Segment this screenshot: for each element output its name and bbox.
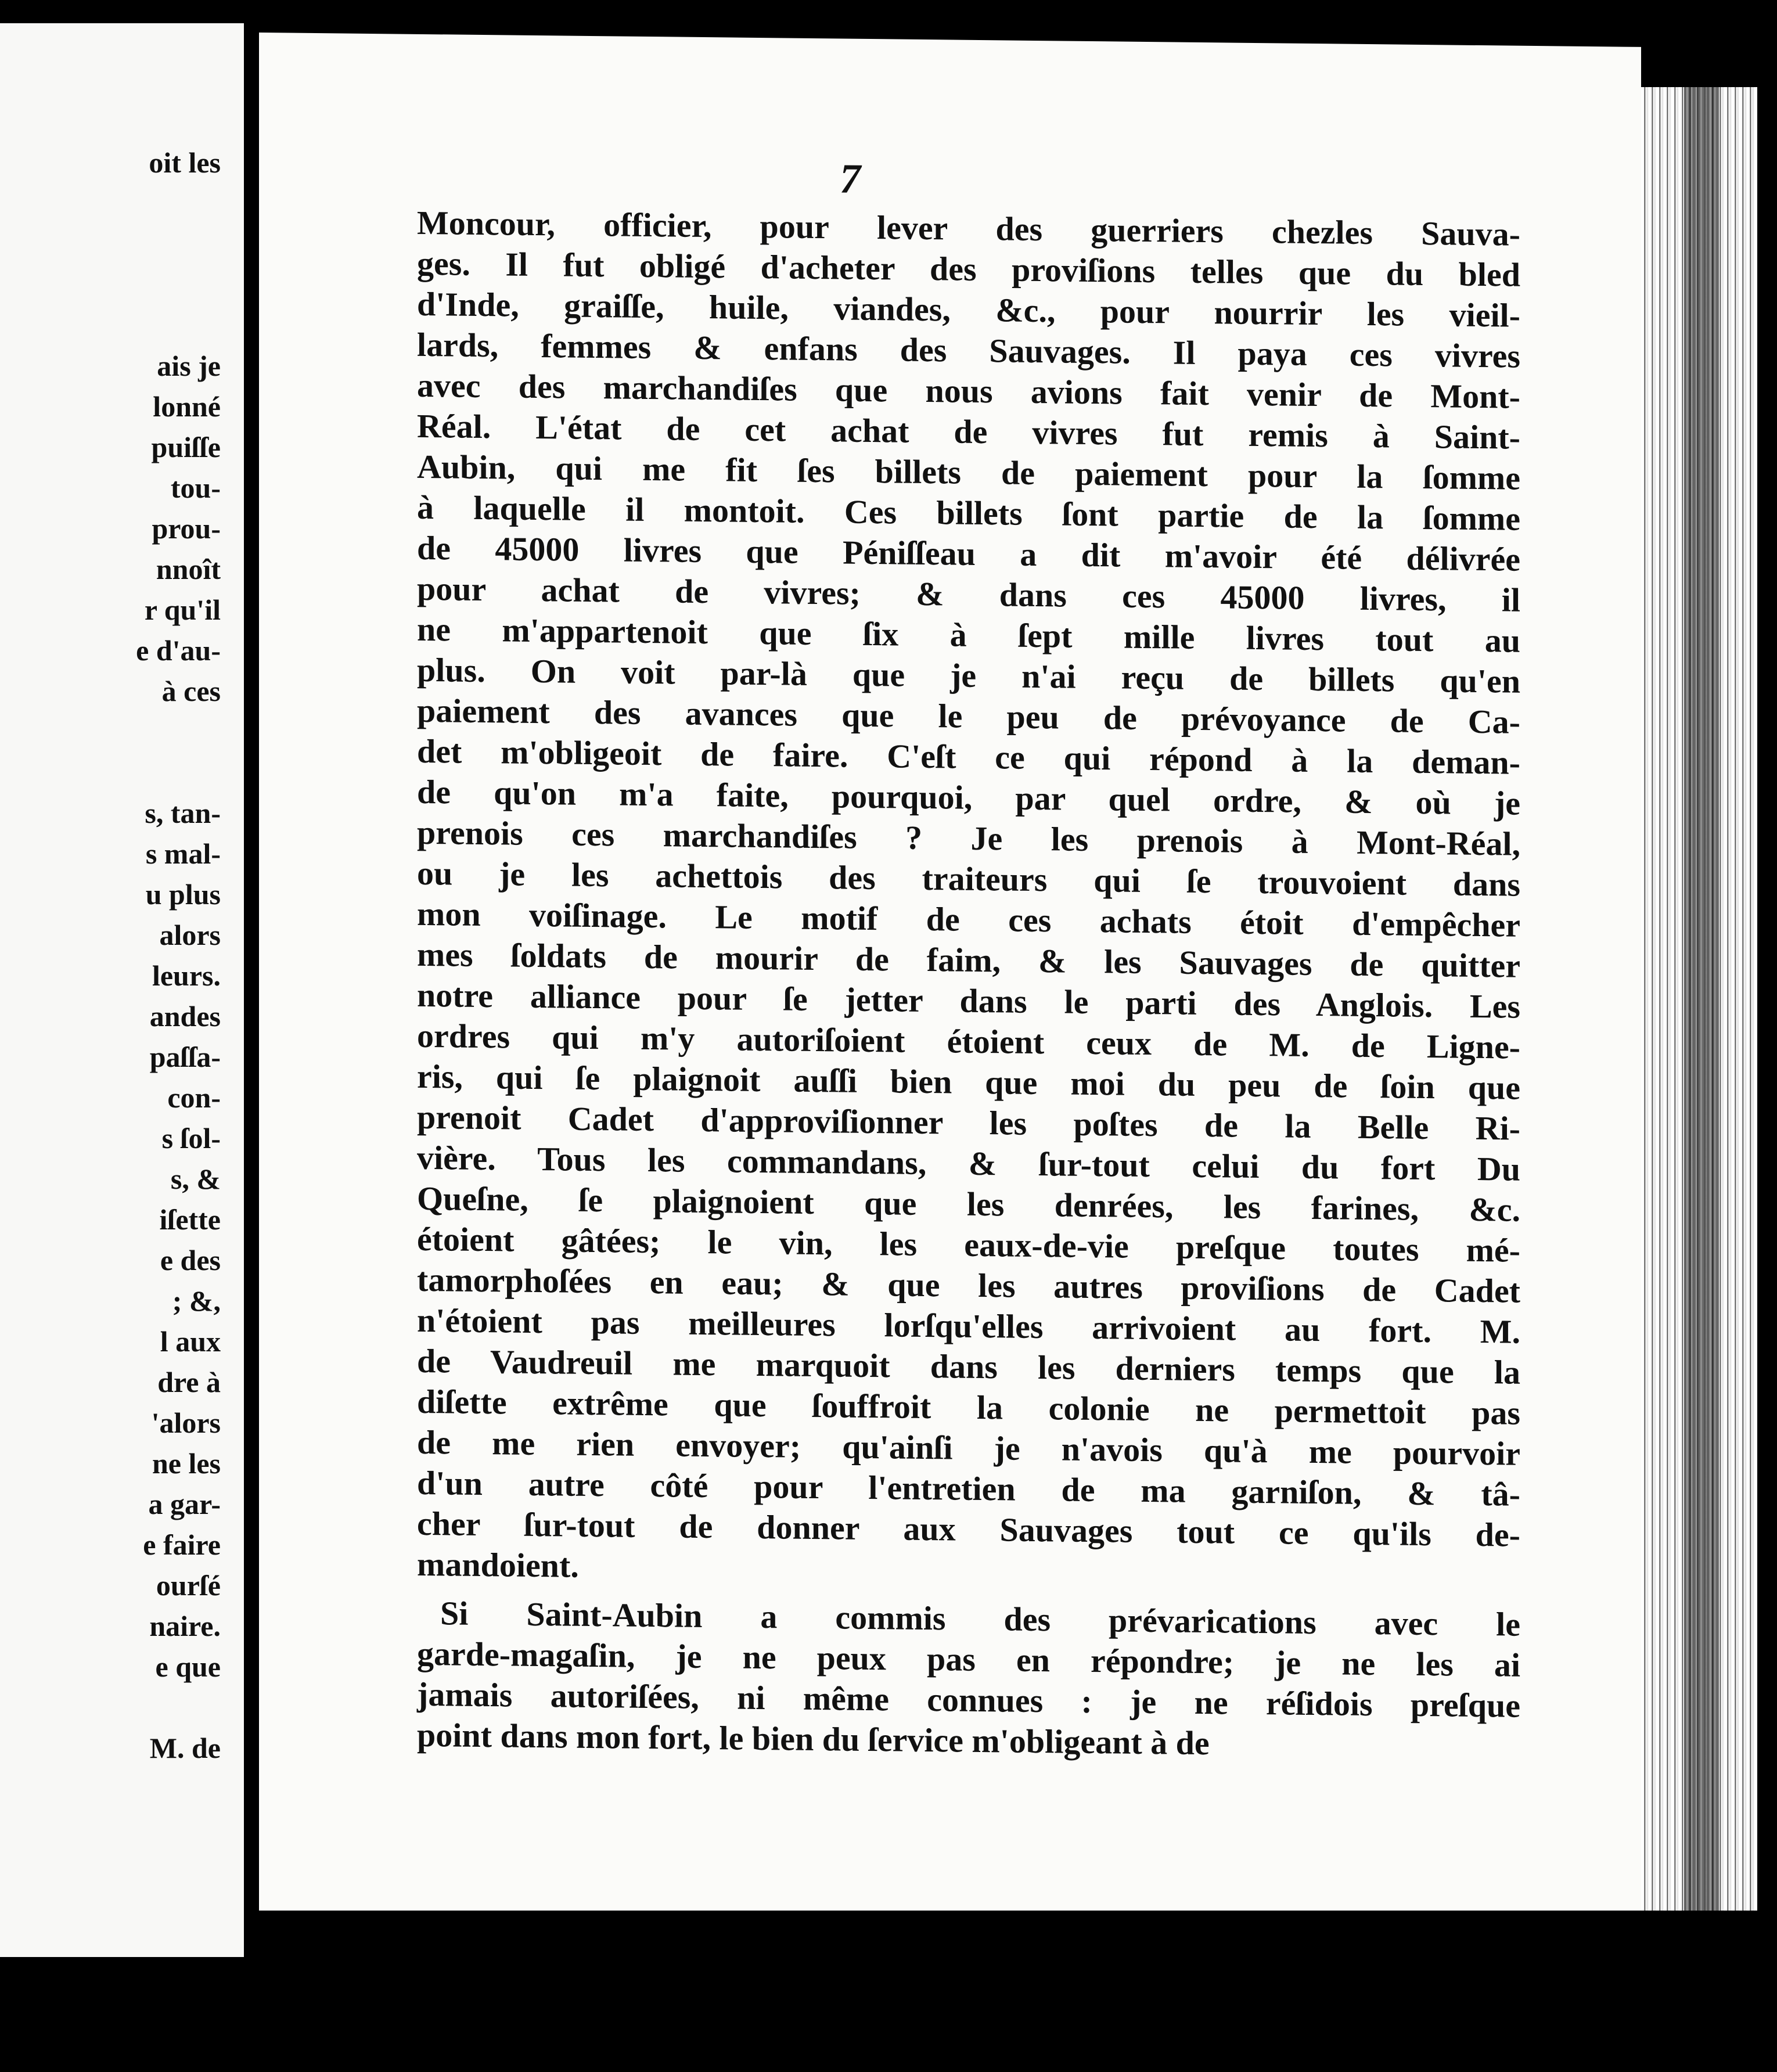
previous-page-line bbox=[0, 752, 221, 793]
page-edges-shadow bbox=[1684, 87, 1719, 1957]
paragraph bbox=[417, 1593, 1520, 1767]
text-line: d'un autre côté pour l'entretien de ma garniſon, & tâ- bbox=[417, 1463, 1520, 1513]
text-line: Moncour, officier, pour lever des guerriers chezles Sauva- bbox=[417, 203, 1520, 253]
previous-page-line bbox=[0, 183, 221, 224]
text-line: ris, qui ſe plaignoit auſſi bien que moi du peu de ſoin que bbox=[417, 1057, 1520, 1107]
previous-page-line: tou- bbox=[170, 472, 221, 504]
text-line: étoient gâtées; le vin, les eaux-de-vie preſque toutes mé- bbox=[417, 1220, 1520, 1269]
text-line: prenoit Cadet d'approviſionner les poſtes de la Belle Ri- bbox=[417, 1098, 1520, 1147]
previous-page-line: paſſa- bbox=[149, 1041, 221, 1073]
previous-page-line: con- bbox=[167, 1081, 221, 1114]
previous-page-line: prou- bbox=[152, 512, 221, 545]
page-body-text bbox=[417, 203, 1520, 1767]
previous-page-line: 'alors bbox=[151, 1406, 221, 1439]
previous-page-line: s, tan- bbox=[145, 797, 221, 829]
text-line: ordres qui m'y autoriſoient étoient ceux de M. de Ligne- bbox=[417, 1016, 1520, 1066]
previous-page-line: leurs. bbox=[152, 959, 221, 992]
previous-page-line: alors bbox=[159, 919, 221, 951]
text-line: Si Saint-Aubin a commis des prévarications avec le bbox=[440, 1594, 1520, 1643]
previous-page-line: s mal- bbox=[145, 837, 221, 870]
previous-page-line: ais je bbox=[157, 350, 221, 382]
paragraph bbox=[417, 203, 1520, 1596]
previous-page-line: lonné bbox=[153, 390, 221, 423]
previous-page-line: naire. bbox=[149, 1610, 221, 1642]
previous-page-line: andes bbox=[149, 1000, 221, 1033]
previous-page-line: à ces bbox=[161, 675, 221, 707]
text-line: pour achat de vivres; & dans ces 45000 livres, il bbox=[417, 569, 1520, 619]
text-line: prenois ces marchandiſes ? Je les prenois à Mont-Réal, bbox=[417, 813, 1520, 863]
previous-page bbox=[0, 23, 244, 1957]
text-line: ou je les achettois des traiteurs qui ſe trouvoient dans bbox=[417, 854, 1520, 904]
text-line: diſette extrême que ſouffroit la colonie ne permettoit pas bbox=[417, 1382, 1520, 1432]
page-number: 7 bbox=[840, 155, 861, 202]
previous-page-line: l aux bbox=[160, 1325, 221, 1358]
text-line: notre alliance pour ſe jetter dans le parti des Anglois. Les bbox=[417, 976, 1520, 1026]
text-line: cher ſur-tout de donner aux Sauvages tout ce qu'ils de- bbox=[417, 1504, 1520, 1554]
previous-page-text bbox=[0, 142, 221, 1768]
previous-page-line: oit les bbox=[149, 146, 221, 179]
previous-page-line: s ſol- bbox=[161, 1122, 221, 1154]
text-line: de me rien envoyer; qu'ainſi je n'avois qu'à me pourvoir bbox=[417, 1423, 1520, 1473]
text-line: de Vaudreuil me marquoit dans les derniers temps que la bbox=[417, 1341, 1520, 1391]
previous-page-line bbox=[0, 711, 221, 752]
text-line: d'Inde, graiſſe, huile, viandes, &c., pour nourrir les vieil- bbox=[417, 285, 1520, 334]
book-gutter bbox=[244, 0, 259, 1974]
previous-page-line: a gar- bbox=[148, 1488, 221, 1520]
previous-page-line bbox=[0, 264, 221, 305]
previous-page-line: puiſſe bbox=[151, 431, 221, 463]
previous-page-line: s, & bbox=[170, 1163, 221, 1195]
text-line: Queſne, ſe plaignoient que les denrées, les farines, &c. bbox=[417, 1179, 1520, 1229]
previous-page-line: nnoît bbox=[156, 553, 221, 585]
text-line: de 45000 livres que Péniſſeau a dit m'avoir été délivrée bbox=[417, 528, 1520, 578]
text-line: garde-magaſin, je ne peux pas en répondre; je ne les ai bbox=[417, 1634, 1520, 1684]
text-line: plus. On voit par-là que je n'ai reçu de billets qu'en bbox=[417, 650, 1520, 700]
previous-page-line: ne les bbox=[152, 1447, 221, 1480]
previous-page-line: M. de bbox=[149, 1732, 221, 1764]
previous-page-line: dre à bbox=[157, 1366, 221, 1398]
current-page bbox=[259, 33, 1641, 1952]
previous-page-line: e d'au- bbox=[136, 634, 221, 667]
text-line: avec des marchandiſes que nous avions fait venir de Mont- bbox=[417, 366, 1520, 416]
text-line: ne m'appartenoit que ſix à ſept mille livres tout au bbox=[417, 610, 1520, 660]
text-line: mon voiſinage. Le motif de ces achats étoit d'empêcher bbox=[417, 894, 1520, 944]
text-line: de qu'on m'a faite, pourquoi, par quel ordre, & où je bbox=[417, 772, 1520, 822]
previous-page-line: ; &, bbox=[172, 1285, 221, 1317]
previous-page-line: u plus bbox=[145, 878, 221, 911]
text-line: point dans mon fort, le bien du ſervice m'obligeant à de bbox=[417, 1715, 1210, 1762]
previous-page-line bbox=[0, 1687, 221, 1728]
text-line: vière. Tous les commandans, & ſur-tout celui du fort Du bbox=[417, 1138, 1520, 1188]
previous-page-line: ourſé bbox=[156, 1569, 221, 1602]
previous-page-line bbox=[0, 224, 221, 264]
text-line: tamorphoſées en eau; & que les autres proviſions de Cadet bbox=[417, 1260, 1520, 1310]
previous-page-line: e faire bbox=[143, 1528, 221, 1561]
previous-page-line: iſette bbox=[159, 1203, 221, 1236]
text-line: Réal. L'état de cet achat de vivres fut remis à Saint- bbox=[417, 407, 1520, 456]
previous-page-line: r qu'il bbox=[144, 593, 221, 626]
text-line: à laquelle il montoit. Ces billets ſont partie de la ſomme bbox=[417, 488, 1520, 538]
previous-page-line: e que bbox=[155, 1650, 221, 1683]
previous-page-line bbox=[0, 305, 221, 346]
text-line: paiement des avances que le peu de prévoyance de Ca- bbox=[417, 691, 1520, 741]
text-line: mandoient. bbox=[417, 1545, 579, 1585]
text-line: n'étoient pas meilleures lorſqu'elles arrivoient au fort. M. bbox=[417, 1301, 1520, 1351]
text-line: ges. Il fut obligé d'acheter des proviſions telles que du bled bbox=[417, 244, 1520, 294]
text-line: mes ſoldats de mourir de faim, & les Sauvages de quitter bbox=[417, 935, 1520, 985]
bottom-shadow bbox=[259, 1911, 1769, 1957]
previous-page-line: e des bbox=[160, 1244, 221, 1276]
text-line: det m'obligeoit de faire. C'eſt ce qui répond à la deman- bbox=[417, 732, 1520, 782]
text-line: jamais autoriſées, ni même connues : je ne réſidois preſque bbox=[417, 1675, 1520, 1725]
text-line: lards, femmes & enfans des Sauvages. Il paya ces vivres bbox=[417, 325, 1520, 375]
text-line: Aubin, qui me fit ſes billets de paiement pour la ſomme bbox=[417, 447, 1520, 497]
